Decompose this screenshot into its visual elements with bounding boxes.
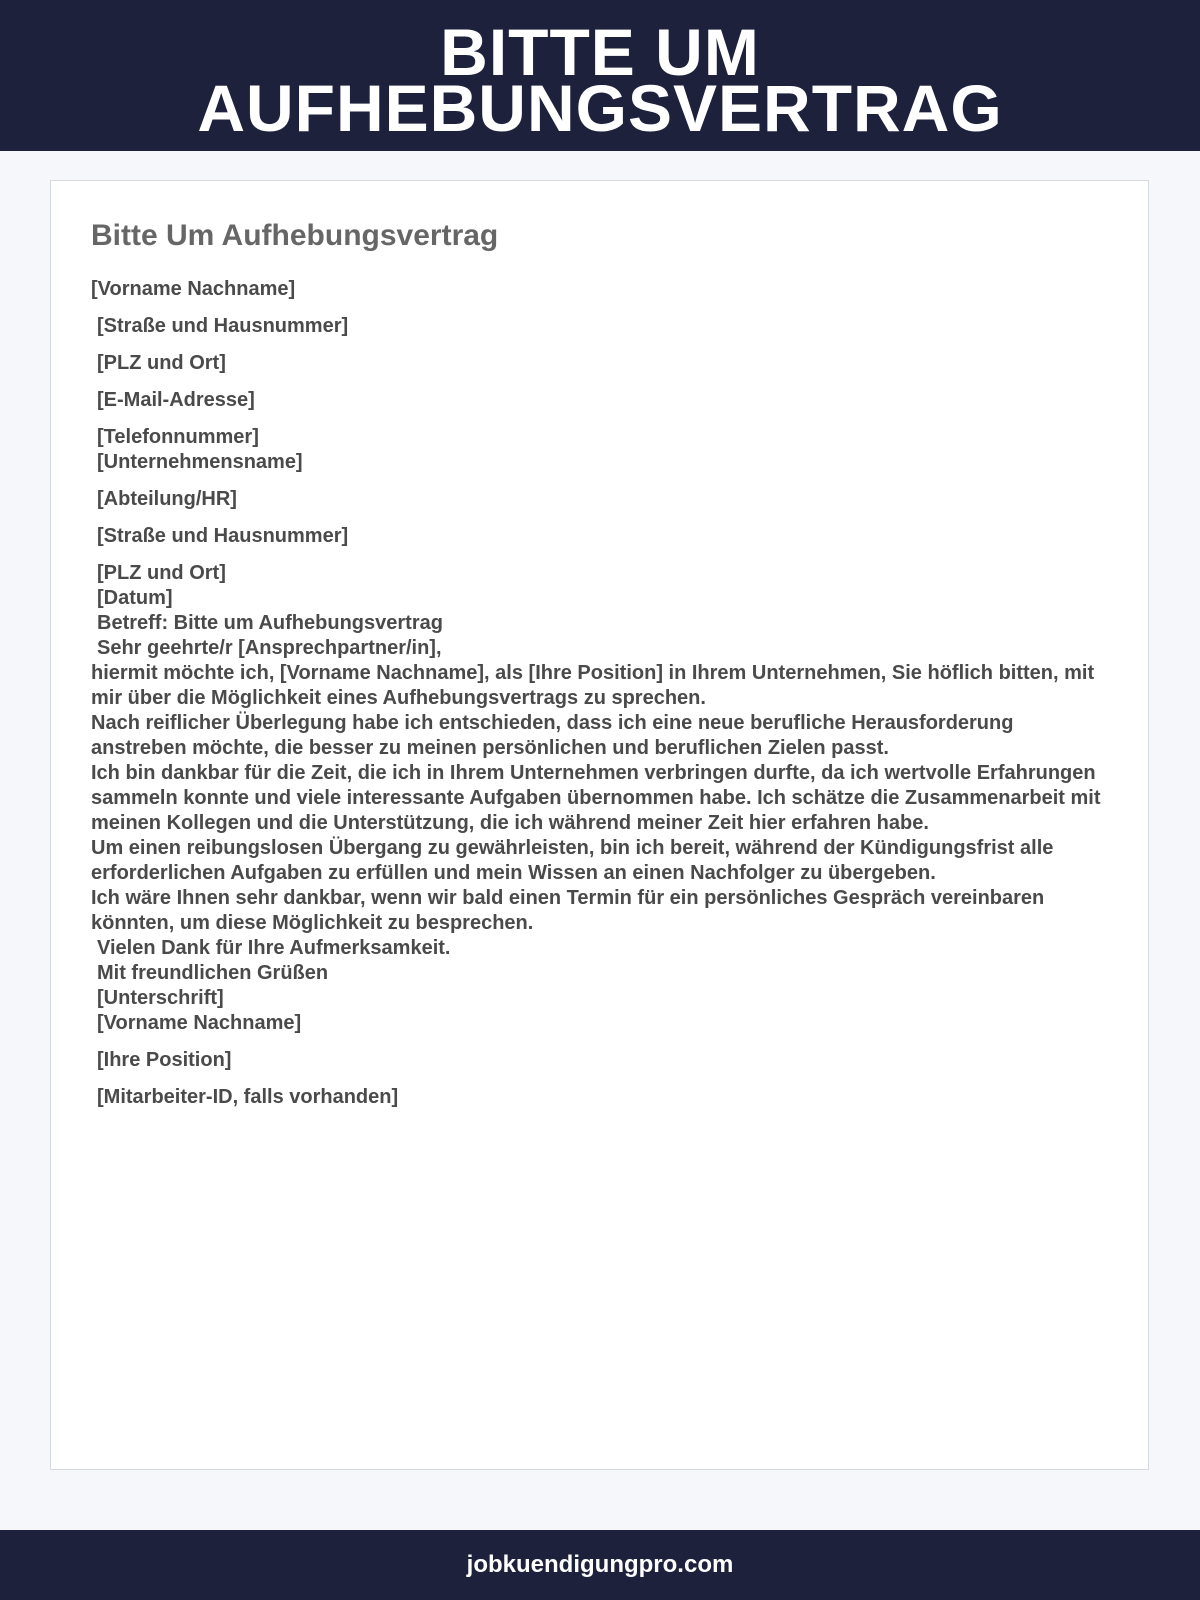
company-street: [Straße und Hausnummer] bbox=[97, 525, 349, 547]
letter-card bbox=[50, 180, 1149, 1470]
department: [Abteilung/HR] bbox=[97, 488, 237, 510]
sender-city: [PLZ und Ort] bbox=[97, 352, 226, 374]
page-title-line-1: BITTE UM bbox=[440, 15, 760, 89]
letter-closing: Mit freundlichen Grüßen bbox=[97, 962, 329, 984]
page-title-line-2: AUFHEBUNGSVERTRAG bbox=[197, 71, 1003, 145]
letter-paragraph: hiermit möchte ich, [Vorname Nachname], als [Ihre Position] in Ihrem Unternehmen, Sie höflich bitten, mit mir über die Möglichkeit eines Aufhebungsvertrags zu sprechen. bbox=[91, 662, 1095, 709]
footer-site-link[interactable]: jobkuendigungpro.com bbox=[466, 1551, 734, 1578]
letter-subject: Betreff: Bitte um Aufhebungsvertrag bbox=[97, 612, 443, 634]
letter-paragraph: Nach reiflicher Überlegung habe ich entschieden, dass ich eine neue berufliche Herausforderung anstreben möchte, die besser zu meinen persönlichen und beruflichen Zielen passt. bbox=[91, 712, 1014, 759]
page-footer bbox=[0, 1530, 1200, 1600]
letter-thanks: Vielen Dank für Ihre Aufmerksamkeit. bbox=[97, 937, 451, 959]
letter-paragraph: Ich wäre Ihnen sehr dankbar, wenn wir bald einen Termin für ein persönliches Gespräch vereinbaren könnten, um diese Möglichkeit zu besprechen. bbox=[91, 887, 1045, 934]
company-city: [PLZ und Ort] bbox=[97, 562, 226, 584]
letter-paragraph: Um einen reibungslosen Übergang zu gewährleisten, bin ich bereit, während der Kündigungsfrist alle erforderlichen Aufgaben zu erfüllen und mein Wissen an einen Nachfolger zu übergeben. bbox=[91, 837, 1054, 884]
letter-signature: [Unterschrift] bbox=[97, 987, 224, 1009]
sender-email: [E-Mail-Adresse] bbox=[97, 389, 255, 411]
signer-position: [Ihre Position] bbox=[97, 1049, 232, 1071]
company-name: [Unternehmensname] bbox=[97, 451, 303, 473]
sender-name: [Vorname Nachname] bbox=[91, 278, 296, 300]
letter-salutation: Sehr geehrte/r [Ansprechpartner/in], bbox=[97, 637, 442, 659]
sender-street: [Straße und Hausnummer] bbox=[97, 315, 349, 337]
letter-paragraph: Ich bin dankbar für die Zeit, die ich in Ihrem Unternehmen verbringen durfte, da ich wertvolle Erfahrungen sammeln konnte und viele interessante Aufgaben übernommen habe. Ich schätze die Zusammenarbeit mit meinen Kollegen und die Unterstützung, die ich während meiner Zeit hier erfahren habe. bbox=[91, 762, 1101, 834]
letter-body bbox=[91, 277, 1111, 1110]
document-title: Bitte Um Aufhebungsvertrag bbox=[91, 219, 499, 252]
letter-date: [Datum] bbox=[97, 587, 173, 609]
signer-name: [Vorname Nachname] bbox=[97, 1012, 302, 1034]
employee-id: [Mitarbeiter-ID, falls vorhanden] bbox=[97, 1086, 399, 1108]
page-title bbox=[0, 0, 1200, 145]
page-header bbox=[0, 0, 1200, 151]
sender-phone: [Telefonnummer] bbox=[97, 426, 259, 448]
